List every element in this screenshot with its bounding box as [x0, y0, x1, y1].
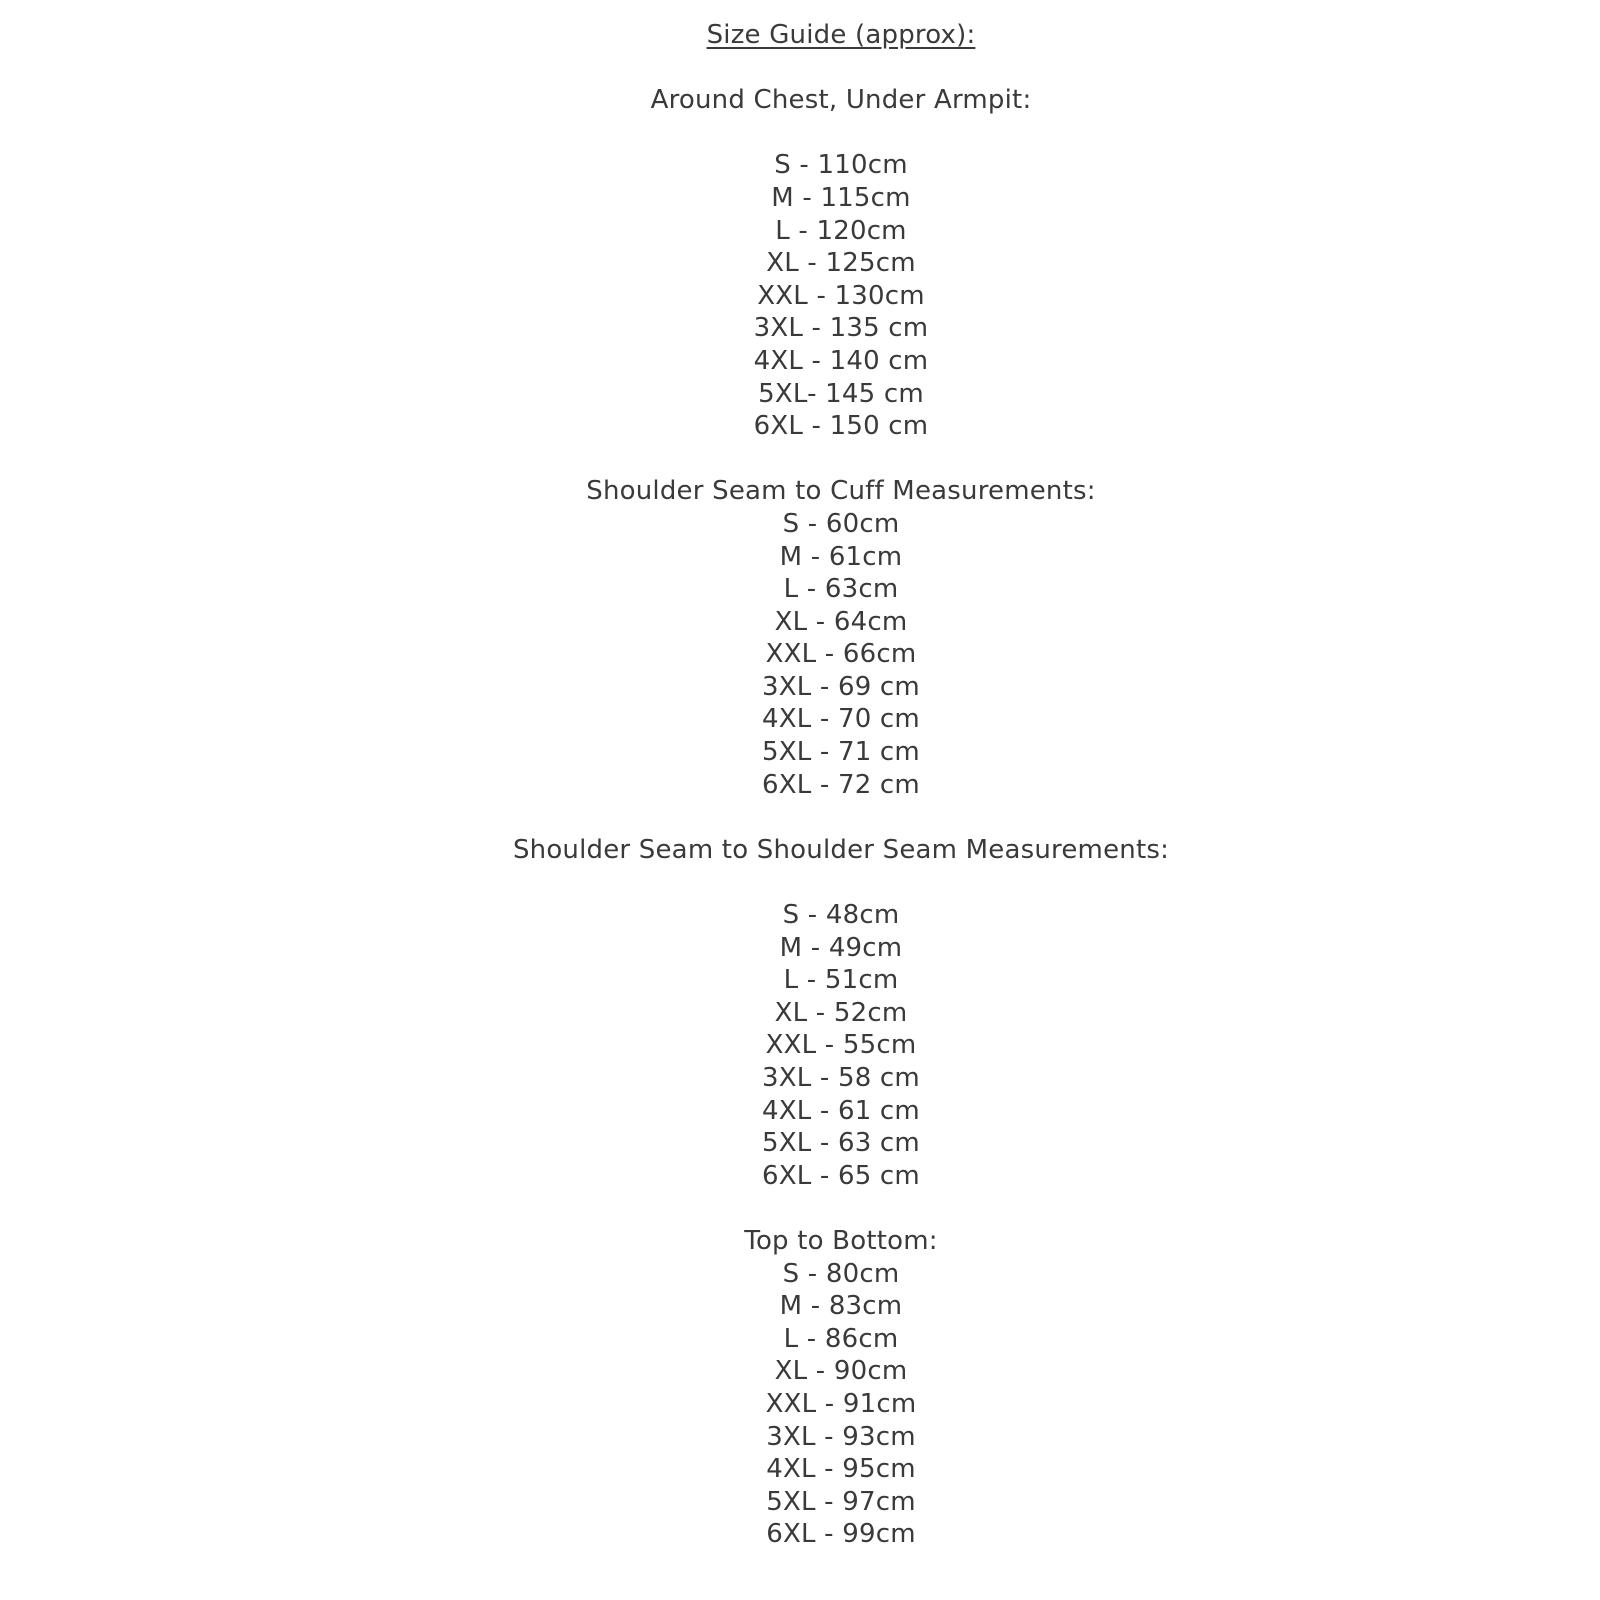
size-row: 4XL - 140 cm [753, 345, 929, 376]
size-row: S - 48cm [782, 900, 900, 931]
section-rows [82, 1258, 1600, 1551]
size-row: 6XL - 150 cm [753, 411, 929, 442]
size-row: S - 80cm [782, 1258, 900, 1289]
size-row: M - 49cm [779, 932, 903, 963]
size-guide-document [82, 0, 1600, 1551]
section-rows [82, 899, 1600, 1192]
size-row: 5XL - 71 cm [762, 737, 920, 768]
size-row: 6XL - 65 cm [762, 1160, 920, 1191]
size-row: 3XL - 58 cm [762, 1063, 920, 1093]
size-row: 6XL - 72 cm [762, 769, 920, 800]
size-row: 5XL- 145 cm [758, 378, 924, 409]
section-rows [82, 508, 1600, 801]
section-top-to-bottom [82, 1225, 1600, 1551]
size-row: 4XL - 70 cm [762, 704, 920, 735]
size-row: XXL - 66cm [765, 639, 917, 670]
section-header-shoulder-to-cuff: Shoulder Seam to Cuff Measurements: [586, 476, 1096, 507]
size-row: L - 63cm [783, 574, 899, 605]
size-row: 5XL - 63 cm [762, 1128, 920, 1159]
page-title: Size Guide (approx): [706, 20, 976, 50]
size-row: 3XL - 135 cm [753, 313, 929, 344]
size-row: M - 115cm [771, 182, 911, 213]
size-row: S - 60cm [782, 508, 900, 539]
section-header-top-to-bottom: Top to Bottom: [744, 1225, 938, 1256]
size-row: XL - 64cm [774, 606, 908, 637]
size-row: 3XL - 93cm [766, 1421, 916, 1452]
size-row: 4XL - 95cm [766, 1454, 916, 1485]
section-shoulder-to-cuff [82, 475, 1600, 801]
size-row: S - 110cm [774, 150, 908, 181]
size-row: XL - 90cm [774, 1356, 908, 1387]
section-header-around-chest: Around Chest, Under Armpit: [650, 85, 1032, 116]
section-around-chest [82, 84, 1600, 443]
size-row: M - 83cm [779, 1291, 903, 1322]
section-shoulder-to-shoulder [82, 834, 1600, 1193]
size-row: M - 61cm [779, 541, 903, 572]
size-row: L - 120cm [775, 215, 907, 246]
size-row: 6XL - 99cm [766, 1519, 916, 1550]
size-row: XL - 125cm [766, 248, 916, 279]
size-row: 4XL - 61 cm [762, 1095, 920, 1126]
section-header-shoulder-to-shoulder: Shoulder Seam to Shoulder Seam Measurements: [512, 834, 1170, 865]
size-row: XL - 52cm [774, 997, 908, 1028]
size-row: L - 86cm [783, 1323, 899, 1354]
size-row: L - 51cm [783, 965, 899, 996]
size-row: 3XL - 69 cm [762, 671, 920, 702]
size-row: XXL - 91cm [765, 1388, 917, 1419]
size-row: XXL - 130cm [757, 280, 925, 311]
section-rows [82, 149, 1600, 442]
size-row: XXL - 55cm [765, 1030, 917, 1061]
size-row: 5XL - 97cm [766, 1486, 916, 1517]
